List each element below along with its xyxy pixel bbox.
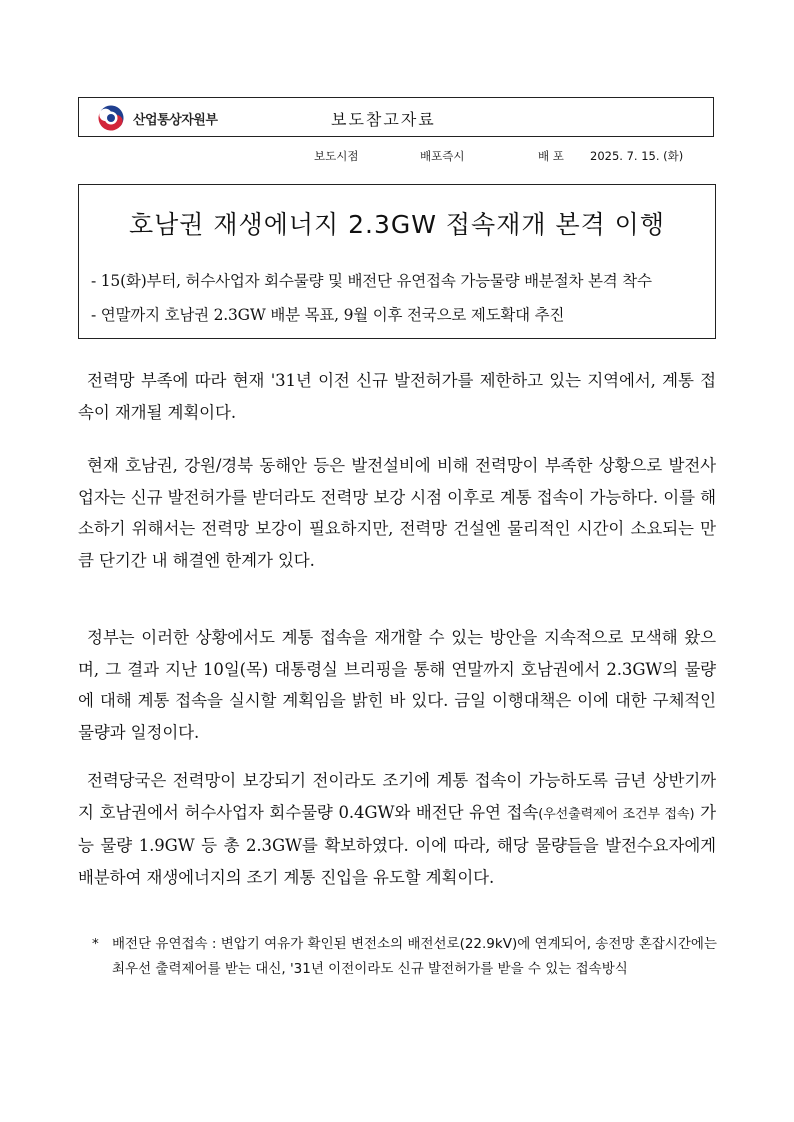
- taegeuk-emblem-icon: [97, 104, 125, 132]
- footnote: [92, 932, 722, 982]
- paragraph-3: [78, 622, 716, 748]
- paragraph-1-text: 전력망 부족에 따라 현재 '31년 이전 신규 발전허가를 제한하고 있는 지역에서, 계통 접속이 재개될 계획이다.: [78, 371, 716, 422]
- paragraph-1: [78, 365, 716, 428]
- distribution-label: 배 포: [538, 149, 564, 163]
- document-type: 보도참고자료: [331, 110, 436, 129]
- subtitle-2: - 연말까지 호남권 2.3GW 배분 목표, 9월 이후 전국으로 제도확대 추진: [91, 306, 565, 324]
- paragraph-4: [78, 765, 716, 893]
- header-box: [78, 97, 714, 137]
- paragraph-4-text-a: 전력당국은 전력망이 보강되기 전이라도 조기에 계통 접속이 가능하도록 금년 상반기까지 호남권에서 허수사업자 회수물량 0.4GW와 배전단 유연 접속: [78, 771, 716, 822]
- paragraph-4-parenthetical: (우선출력제어 조건부 접속): [538, 806, 695, 822]
- ministry-logo: [97, 104, 217, 132]
- page-title: 호남권 재생에너지 2.3GW 접속재개 본격 이행: [129, 210, 665, 239]
- paragraph-4-text-c: 가능 물량 1.9GW 등 총 2.3GW를 확보하였다. 이에 따라, 해당 물량들을 발전수요자에게 배분하여 재생에너지의 조기 계통 진입을 유도할 계획이다.: [78, 802, 716, 887]
- distribution-date: 2025. 7. 15. (화): [590, 149, 684, 163]
- footnote-text: 배전단 유연접속 : 변압기 여유가 확인된 변전소의 배전선로(22.9kV)에 연계되어, 송전망 혼잡시간에는 최우선 출력제어를 받는 대신, '31년 이전이라도 신규 발전허가를 받을 수 있는 접속방식: [112, 936, 717, 977]
- paragraph-2: [78, 450, 716, 576]
- paragraph-3-text: 정부는 이러한 상황에서도 계통 접속을 재개할 수 있는 방안을 지속적으로 모색해 왔으며, 그 결과 지난 10일(목) 대통령실 브리핑을 통해 연말까지 호남권에서 2.3GW의 물량에 대해 계통 접속을 실시할 계획임을 밝힌 바 있다. 금일 이행대책은 이에 대한 구체적인 물량과 일정이다.: [78, 628, 716, 742]
- release-value: 배포즉시: [420, 149, 465, 163]
- paragraph-2-text: 현재 호남권, 강원/경북 동해안 등은 발전설비에 비해 전력망이 부족한 상황으로 발전사업자는 신규 발전허가를 받더라도 전력망 보강 시점 이후로 계통 접속이 가능하다. 이를 해소하기 위해서는 전력망 보강이 필요하지만, 전력망 건설엔 물리적인 시간이 소요되는 만큼 단기간 내 해결엔 한계가 있다.: [78, 456, 716, 570]
- footnote-mark: *: [92, 936, 99, 952]
- release-label: 보도시점: [314, 149, 359, 163]
- title-box: [78, 184, 716, 339]
- subtitle-1: - 15(화)부터, 허수사업자 회수물량 및 배전단 유연접속 가능물량 배분절차 본격 착수: [91, 272, 652, 290]
- ministry-name: 산업통상자원부: [133, 112, 218, 128]
